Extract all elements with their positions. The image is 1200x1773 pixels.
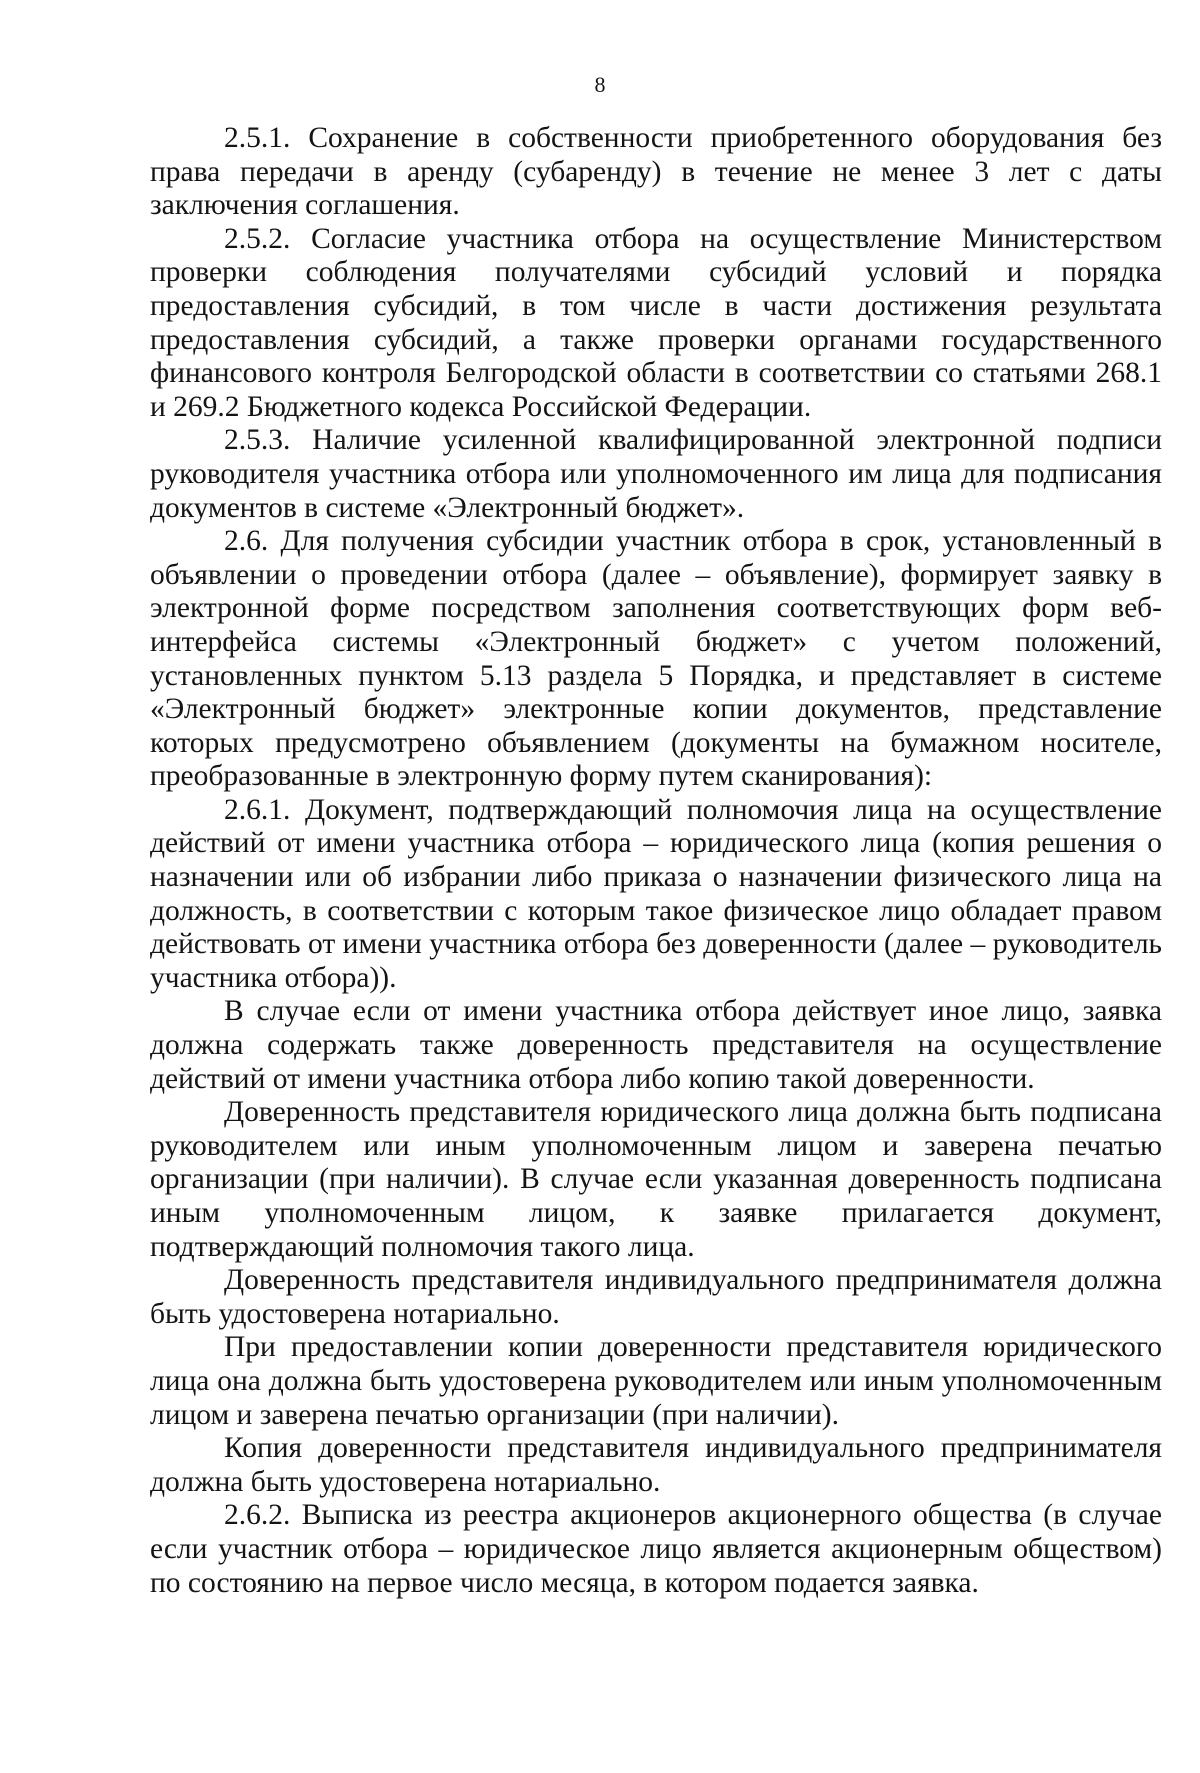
document-body xyxy=(150,122,1162,1600)
paragraph-2-5-3: 2.5.3. Наличие усиленной квалифицированной электронной подписи руководителя участника отбора или уполномоченного им лица для подписания документов в системе «Электронный бюджет». xyxy=(150,424,1162,524)
paragraph-2-6: 2.6. Для получения субсидии участник отбора в срок, установленный в объявлении о проведении отбора (далее – объявление), формирует заявку в электронной форме посредством заполнения соответствующих форм веб-интерфейса системы «Электронный бюджет» с учетом положений, установленных пунктом 5.13 раздела 5 Порядка, и представляет в системе «Электронный бюджет» электронные копии документов, представление которых предусмотрено объявлением (документы на бумажном носителе, преобразованные в электронную форму путем сканирования): xyxy=(150,525,1162,793)
paragraph-2-5-2: 2.5.2. Согласие участника отбора на осуществление Министерством проверки соблюдения получателями субсидий условий и порядка предоставления субсидий, в том числе в части достижения результата предоставления субсидий, а также проверки органами государственного финансового контроля Белгородской области в соответствии со статьями 268.1 и 269.2 Бюджетного кодекса Российской Федерации. xyxy=(150,222,1162,423)
paragraph-2-6-1: 2.6.1. Документ, подтверждающий полномочия лица на осуществление действий от имени участника отбора – юридического лица (копия решения о назначении или об избрании либо приказа о назначении физического лица на должность, в соответствии с которым такое физическое лицо обладает правом действовать от имени участника отбора без доверенности (далее – руководитель участника отбора)). xyxy=(150,793,1162,994)
paragraph-copy-legal-entity: При предоставлении копии доверенности представителя юридического лица она должна быть удостоверена руководителем или иным уполномоченным лицом и заверена печатью организации (при наличии). xyxy=(150,1331,1162,1431)
paragraph-copy-entrepreneur: Копия доверенности представителя индивидуального предпринимателя должна быть удостоверена нотариально. xyxy=(150,1432,1162,1498)
paragraph-2-6-2: 2.6.2. Выписка из реестра акционеров акционерного общества (в случае если участник отбора – юридическое лицо является акционерным обществом) по состоянию на первое число месяца, в котором подается заявка. xyxy=(150,1499,1162,1599)
page-number: 8 xyxy=(594,72,606,97)
paragraph-representative: В случае если от имени участника отбора действует иное лицо, заявка должна содержать также доверенность представителя на осуществление действий от имени участника отбора либо копию такой доверенности. xyxy=(150,995,1162,1095)
paragraph-entrepreneur-power: Доверенность представителя индивидуального предпринимателя должна быть удостоверена нотариально. xyxy=(150,1264,1162,1330)
paragraph-2-5-1: 2.5.1. Сохранение в собственности приобретенного оборудования без права передачи в аренду (субаренду) в течение не менее 3 лет с даты заключения соглашения. xyxy=(150,122,1162,222)
paragraph-legal-entity-power: Доверенность представителя юридического лица должна быть подписана руководителем или иным уполномоченным лицом и заверена печатью организации (при наличии). В случае если указанная доверенность подписана иным уполномоченным лицом, к заявке прилагается документ, подтверждающий полномочия такого лица. xyxy=(150,1096,1162,1263)
